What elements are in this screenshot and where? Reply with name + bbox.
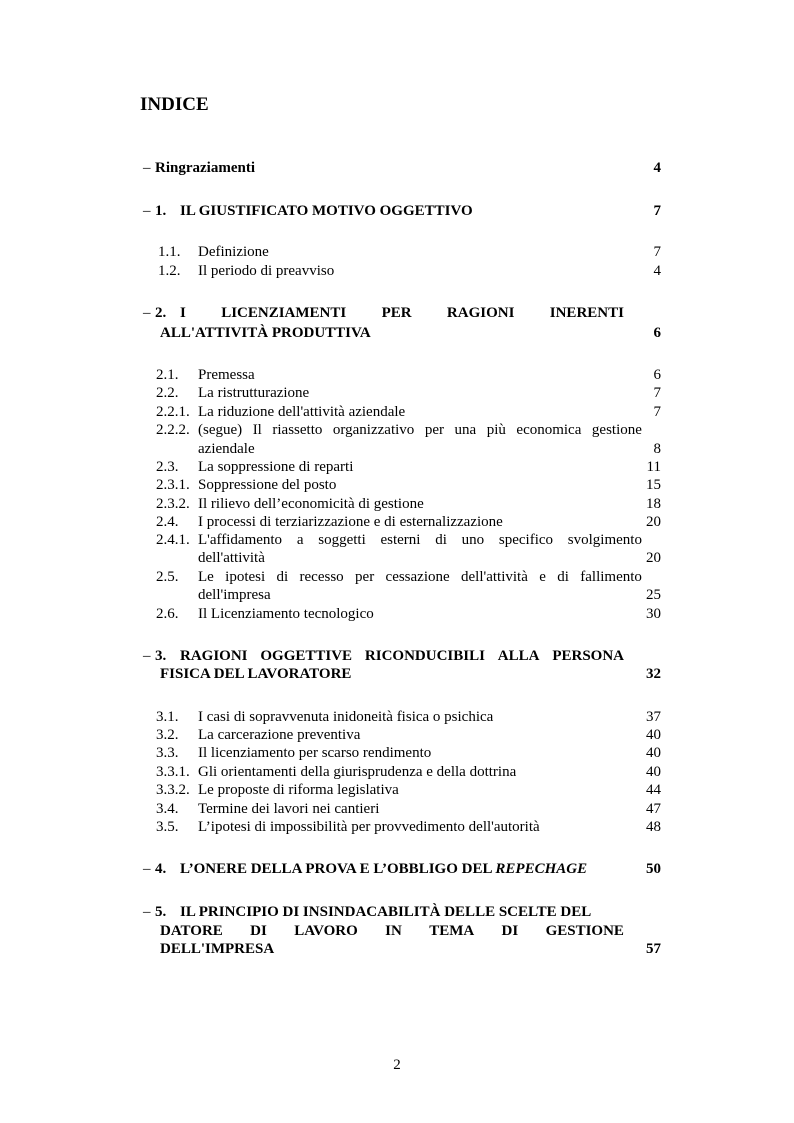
title-word: per [355,569,375,585]
section-number: 2.5. [156,569,179,585]
section-title-line1 [198,422,642,439]
section-number: 3.3.2. [156,782,190,798]
title-word: PER [381,305,412,321]
section-page: 4 [653,263,661,279]
title-word: di [276,569,289,585]
section-title: I processi di terziarizzazione e di esternalizzazione [198,514,503,530]
title-word: DI [250,923,267,939]
title-word: DI [501,923,519,939]
title-word: OGGETTIVE [260,648,353,664]
section-page: 40 [646,764,661,780]
title-word: dell'attività [461,569,528,585]
section-page: 7 [653,244,661,260]
section-number: 2.2.2. [156,422,190,438]
section-page: 48 [646,819,661,835]
section-number: 2.3.2. [156,496,190,512]
title-word: una [454,422,477,438]
chapter-title-line1 [180,648,624,665]
title-word: di [557,569,569,585]
section-page: 37 [646,709,661,725]
section-page: 7 [653,385,661,401]
title-word: uno [461,532,485,548]
title-word: più [486,422,506,438]
chapter-title-line1 [180,305,624,322]
title-word: INERENTI [549,305,624,321]
section-title: Soppressione del posto [198,477,337,493]
section-number: 3.2. [156,727,179,743]
section-title-line1 [198,532,642,549]
section-page: 20 [646,550,661,566]
title-word: RICONDUCIBILI [364,648,485,664]
title-word: LICENZIAMENTI [221,305,347,321]
toc-ack-page: 4 [653,160,661,176]
section-title: Le proposte di riforma legislativa [198,782,399,798]
section-page: 11 [646,459,661,475]
title-word: Le [198,569,214,585]
section-page: 25 [646,587,661,603]
chapter-page: 32 [646,666,661,682]
section-page: 8 [653,441,661,457]
title-word: per [424,422,444,438]
chapter-number: 5. [155,904,167,920]
section-number: 1.1. [158,244,181,260]
section-number: 3.4. [156,801,179,817]
section-title-line2: aziendale [198,441,255,457]
section-title: La carcerazione preventiva [198,727,361,743]
title-word: I [180,305,186,321]
chapter-title-italic: REPECHAGE [495,861,588,877]
chapter-number: 1. [155,203,167,219]
chapter-title-line1: IL PRINCIPIO DI INSINDACABILITÀ DELLE SCELTE DEL [180,904,592,920]
chapter-number: 4. [155,861,167,877]
section-title: Premessa [198,367,255,383]
chapter-page: 50 [646,861,661,877]
dash-marker: – [143,861,151,877]
section-title: Termine dei lavori nei cantieri [198,801,380,817]
section-page: 15 [646,477,661,493]
title-word: ALLA [497,648,540,664]
dash-marker: – [143,648,151,664]
dash-marker: – [143,160,151,176]
section-title: Il licenziamento per scarso rendimento [198,745,432,761]
title-word: di [435,532,447,548]
section-title: La riduzione dell'attività aziendale [198,404,406,420]
section-number: 3.3. [156,745,179,761]
title-word: soggetti [318,532,366,548]
section-page: 6 [653,367,661,383]
dash-marker: – [143,904,151,920]
section-number: 2.3.1. [156,477,190,493]
section-title: Gli orientamenti della giurisprudenza e della dottrina [198,764,517,780]
chapter-page: 6 [653,325,661,341]
title-word: PERSONA [552,648,624,664]
title-word: esterni [380,532,421,548]
chapter-title [180,861,587,878]
section-number: 2.2.1. [156,404,190,420]
section-page: 7 [653,404,661,420]
chapter-page: 7 [653,203,661,219]
title-word: RAGIONI [446,305,515,321]
title-word: L'affidamento [198,532,283,548]
title-word: e [539,569,546,585]
section-page: 40 [646,727,661,743]
section-title: La soppressione di reparti [198,459,354,475]
section-number: 2.4. [156,514,179,530]
section-number: 3.5. [156,819,179,835]
section-number: 2.3. [156,459,179,475]
section-title-line2: dell'attività [198,550,265,566]
title-word: a [296,532,304,548]
section-title: Il rilievo dell’economicità di gestione [198,496,424,512]
section-title: Il Licenziamento tecnologico [198,606,374,622]
section-page: 40 [646,745,661,761]
section-number: 3.3.1. [156,764,190,780]
dash-marker: – [143,305,151,321]
chapter-title-line2: FISICA DEL LAVORATORE [160,666,352,682]
title-word: svolgimento [567,532,642,548]
page-title: INDICE [140,94,209,115]
title-word: fallimento [580,569,642,585]
title-word: GESTIONE [545,923,624,939]
section-title-line2: dell'impresa [198,587,271,603]
chapter-number: 3. [155,648,167,664]
section-number: 2.1. [156,367,179,383]
title-word: economica [516,422,582,438]
chapter-title-line2 [160,923,624,940]
dash-marker: – [143,203,151,219]
section-title: I casi di sopravvenuta inidoneità fisica o psichica [198,709,494,725]
title-word: gestione [591,422,642,438]
chapter-title: IL GIUSTIFICATO MOTIVO OGGETTIVO [180,203,473,219]
title-word: ipotesi [225,569,266,585]
title-word: TEMA [429,923,475,939]
section-page: 20 [646,514,661,530]
title-word: riassetto [272,422,323,438]
title-word: cessazione [385,569,450,585]
chapter-title-line2: ALL'ATTIVITÀ PRODUTTIVA [160,325,371,341]
section-number: 2.6. [156,606,179,622]
chapter-title-text: L’ONERE DELLA PROVA E L’OBBLIGO DEL [180,861,492,877]
section-title: La ristrutturazione [198,385,310,401]
chapter-number: 2. [155,305,167,321]
title-word: recesso [299,569,344,585]
title-word: RAGIONI [180,648,248,664]
chapter-page: 57 [646,941,661,957]
chapter-title-line3: DELL'IMPRESA [160,941,275,957]
page-number: 2 [393,1057,401,1073]
section-number: 2.2. [156,385,179,401]
section-page: 18 [646,496,661,512]
section-page: 44 [646,782,661,798]
title-word: Il [252,422,262,438]
section-page: 30 [646,606,661,622]
section-title: Il periodo di preavviso [198,263,335,279]
title-word: organizzativo [332,422,415,438]
title-word: LAVORO [294,923,358,939]
toc-ack-label: Ringraziamenti [155,160,255,176]
section-page: 47 [646,801,661,817]
section-title: Definizione [198,244,269,260]
section-number: 2.4.1. [156,532,190,548]
section-title: L’ipotesi di impossibilità per provvedimento dell'autorità [198,819,540,835]
section-number: 3.1. [156,709,179,725]
title-word: (segue) [198,422,243,438]
title-word: specifico [498,532,554,548]
title-word: DATORE [160,923,223,939]
section-number: 1.2. [158,263,181,279]
title-word: IN [385,923,402,939]
section-title-line1 [198,569,642,586]
